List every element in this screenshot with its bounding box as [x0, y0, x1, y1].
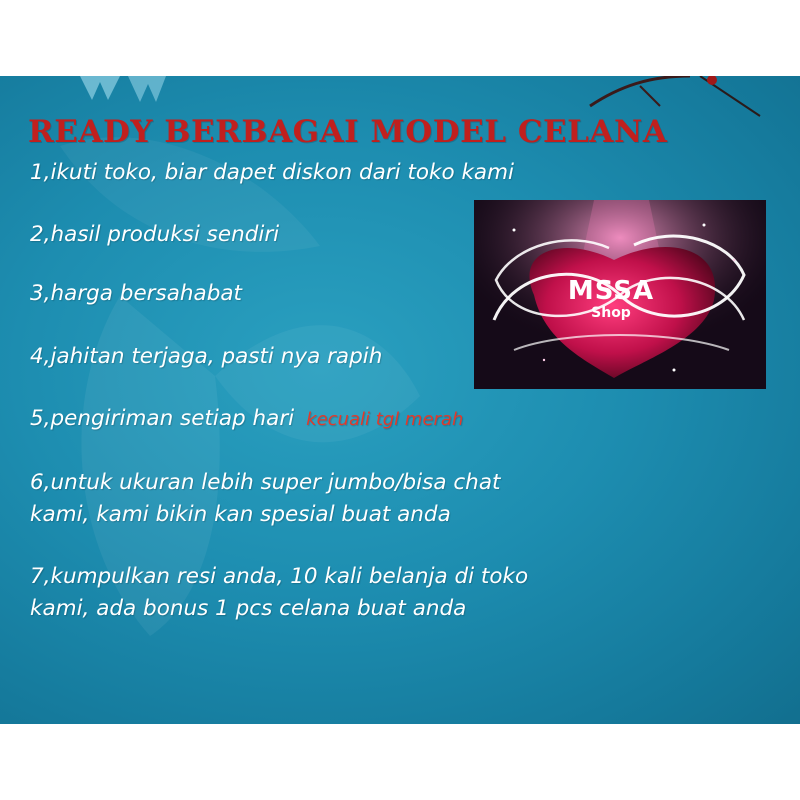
logo-name: MSSA	[567, 276, 655, 306]
benefit-item-6-line-1: 6,untuk ukuran lebih super jumbo/bisa chat	[30, 470, 501, 495]
benefit-item-5-text: 5,pengiriman setiap hari	[30, 406, 295, 431]
red-note: kecuali tgl merah	[306, 409, 464, 430]
benefit-item-6-line-2: kami, kami bikin kan spesial buat anda	[30, 502, 451, 527]
benefit-item-4: 4,jahitan terjaga, pasti nya rapih	[30, 344, 383, 369]
benefit-item-2: 2,hasil produksi sendiri	[30, 222, 280, 247]
benefit-item-5	[30, 404, 463, 435]
benefit-item-3: 3,harga bersahabat	[30, 281, 242, 306]
banner-title: READY BERBAGAI MODEL CELANA	[28, 114, 668, 150]
shop-logo	[474, 200, 766, 389]
logo-text	[556, 278, 666, 320]
benefit-item-7-line-2: kami, ada bonus 1 pcs celana buat anda	[30, 596, 467, 621]
benefit-item-1: 1,ikuti toko, biar dapet diskon dari toko kami	[30, 160, 515, 185]
promo-banner	[0, 76, 800, 724]
logo-subtitle: Shop	[591, 305, 631, 321]
benefit-item-7-line-1: 7,kumpulkan resi anda, 10 kali belanja di toko	[30, 564, 529, 589]
